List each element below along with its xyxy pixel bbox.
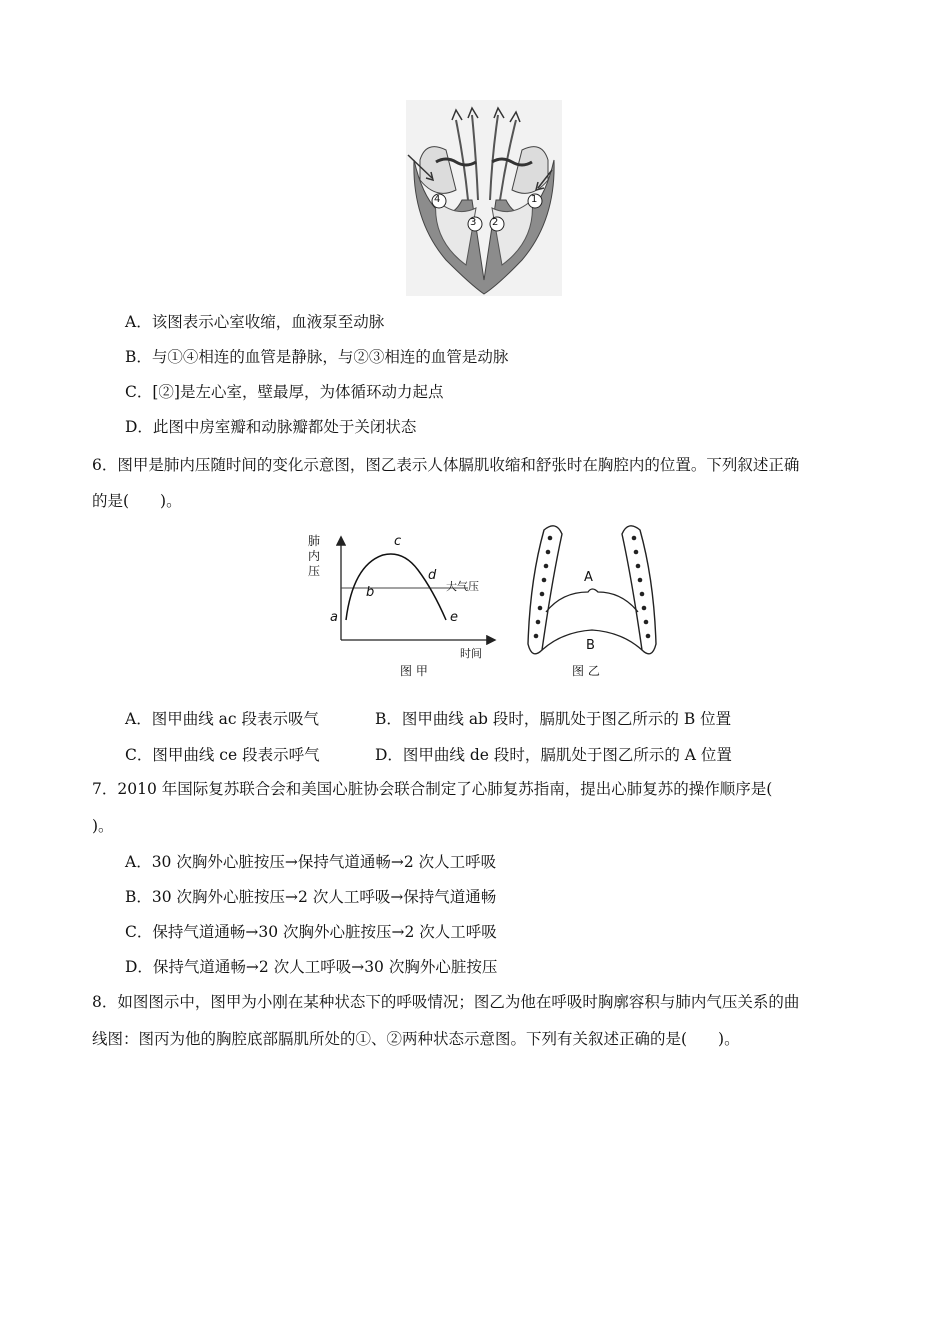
q7-option-c: C．保持气道通畅→30 次胸外心脏按压→2 次人工呼吸 xyxy=(125,923,497,941)
chart-point-e: e xyxy=(450,610,458,625)
chart-ylabel-3: 压 xyxy=(308,564,321,578)
heart-label-1: 1 xyxy=(531,194,538,205)
q6-option-c: C．图甲曲线 ce 段表示呼气 xyxy=(125,746,320,764)
q5-option-b: B．与①④相连的血管是静脉，与②③相连的血管是动脉 xyxy=(125,348,509,366)
q7-option-d: D．保持气道通畅→2 次人工呼吸→30 次胸外心脏按压 xyxy=(125,958,498,976)
chart-point-a: a xyxy=(330,610,338,625)
q8-stem-line2: 线图：图丙为他的胸腔底部膈肌所处的①、②两种状态示意图。下列有关叙述正确的是( )。 xyxy=(92,1030,740,1048)
chart-ylabel-1: 肺 xyxy=(308,534,321,548)
diaphragm-label-b: B xyxy=(586,638,595,653)
q7-stem-line2: )。 xyxy=(92,817,114,835)
chart-ref-label: 大气压 xyxy=(446,580,479,593)
heart-diagram xyxy=(406,100,562,296)
heart-label-2: 2 xyxy=(492,217,499,228)
q7-option-b: B．30 次胸外心脏按压→2 次人工呼吸→保持气道通畅 xyxy=(125,888,497,906)
lung-pressure-chart xyxy=(308,530,498,680)
q5-option-a: A．该图表示心室收缩，血液泵至动脉 xyxy=(125,313,385,331)
q6-option-b: B．图甲曲线 ab 段时，膈肌处于图乙所示的 B 位置 xyxy=(375,710,732,728)
diaphragm-diagram xyxy=(522,520,662,682)
q6-option-a: A．图甲曲线 ac 段表示吸气 xyxy=(125,710,319,728)
diaphragm-label-a: A xyxy=(584,570,593,585)
diaphragm-caption: 图 乙 xyxy=(572,664,600,678)
heart-label-3: 3 xyxy=(470,217,477,228)
q6-stem-line2: 的是( )。 xyxy=(92,492,182,510)
q7-option-a: A．30 次胸外心脏按压→保持气道通畅→2 次人工呼吸 xyxy=(125,853,497,871)
q5-option-c: C．[②]是左心室，壁最厚，为体循环动力起点 xyxy=(125,383,444,401)
chart-ylabel-2: 内 xyxy=(308,549,321,563)
chart-caption: 图 甲 xyxy=(400,664,428,678)
q8-stem-line1: 8．如图图示中，图甲为小刚在某种状态下的呼吸情况；图乙为他在呼吸时胸廓容积与肺内气压关系的曲 xyxy=(92,993,800,1011)
q6-option-d: D．图甲曲线 de 段时，膈肌处于图乙所示的 A 位置 xyxy=(375,746,732,764)
q7-stem-line1: 7．2010 年国际复苏联合会和美国心脏协会联合制定了心肺复苏指南，提出心肺复苏的操作顺序是( xyxy=(92,780,773,798)
q5-option-d: D．此图中房室瓣和动脉瓣都处于关闭状态 xyxy=(125,418,417,436)
chart-point-b: b xyxy=(366,585,375,600)
q6-stem-line1: 6．图甲是肺内压随时间的变化示意图，图乙表示人体膈肌收缩和舒张时在胸腔内的位置。下列叙述正确 xyxy=(92,456,800,474)
chart-point-d: d xyxy=(428,568,437,583)
heart-label-4: 4 xyxy=(434,194,441,205)
chart-point-c: c xyxy=(394,534,402,549)
chart-xlabel: 时间 xyxy=(460,647,482,660)
